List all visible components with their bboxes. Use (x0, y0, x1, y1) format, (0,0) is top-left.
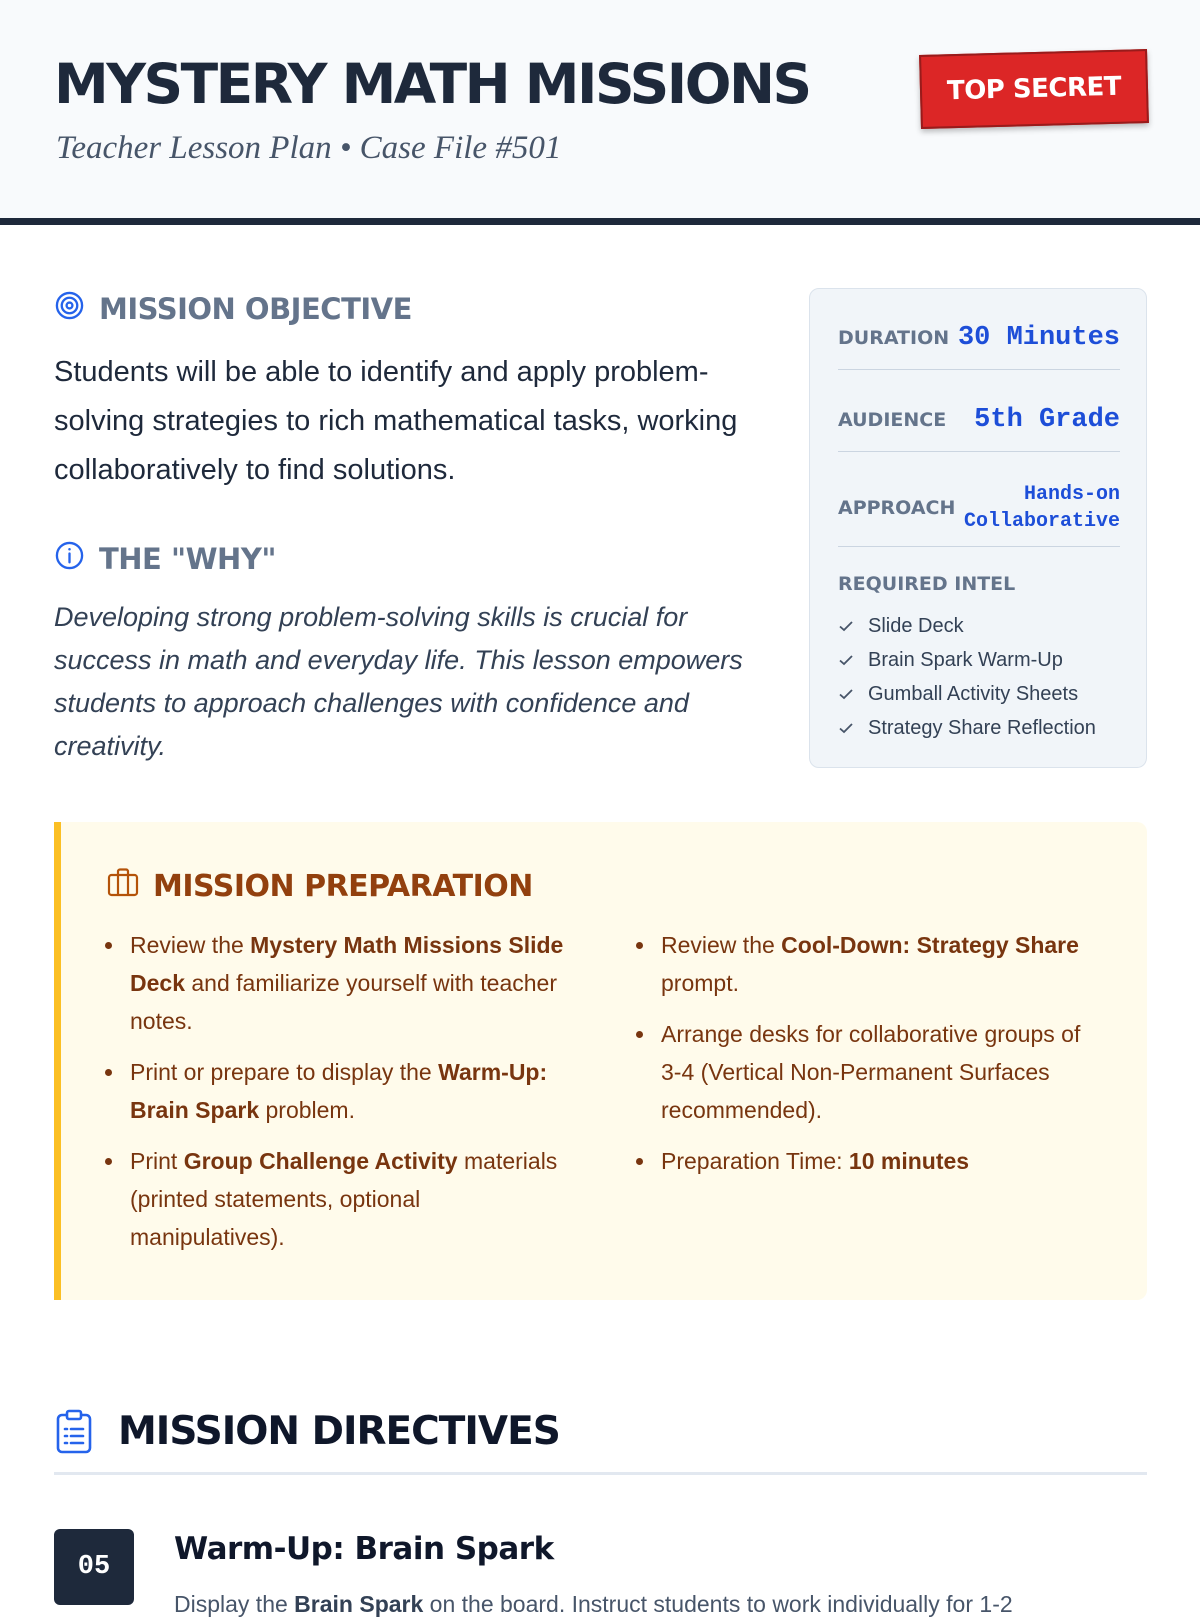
approach-value-line-2: Collaborative (963, 510, 1120, 533)
prep-text: Review the (130, 932, 251, 958)
preparation-heading (107, 867, 533, 905)
step-desc-text: on the board. Instruct students to work individually for 1-2 (423, 1591, 1013, 1617)
step-title: Warm-Up: Brain Spark (174, 1531, 554, 1567)
prep-text: Review the (661, 932, 782, 958)
duration-label: DURATION (838, 326, 950, 349)
header (0, 0, 1200, 225)
prep-bold-text: Group Challenge Activity (183, 1148, 458, 1174)
top-secret-stamp: TOP SECRET (919, 49, 1149, 129)
required-intel-list (838, 609, 1096, 745)
prep-bold-text: 10 minutes (848, 1148, 970, 1174)
step-description (174, 1586, 1094, 1622)
duration-value: 30 Minutes (957, 322, 1120, 353)
prep-text: and familiarize yourself with teacher notes. (130, 970, 557, 1034)
audience-label: AUDIENCE (838, 408, 947, 431)
prep-bold-text: Mystery Math Missions Slide Deck (130, 932, 564, 996)
prep-text: prompt. (661, 970, 739, 996)
required-intel-label: REQUIRED INTEL (838, 573, 1016, 595)
prep-text: Print (130, 1148, 184, 1174)
approach-value-line-1: Hands-on (1023, 483, 1120, 506)
duration-row (838, 306, 1120, 370)
prep-bold-text: Warm-Up: Brain Spark (130, 1059, 548, 1123)
step-number-badge: 05 (54, 1529, 134, 1605)
list-item (634, 926, 1104, 1002)
list-item (103, 1142, 573, 1256)
preparation-left-column (103, 926, 573, 1269)
intel-item-label: Strategy Share Reflection (868, 716, 1096, 739)
objective-text: Students will be able to identify and apply problem-solving strategies to rich mathematical tasks, working collaboratively to find solutions. (54, 356, 738, 486)
list-item (838, 609, 1096, 643)
prep-text: Preparation Time: (661, 1148, 849, 1174)
preparation-right-column (634, 926, 1104, 1193)
audience-value: 5th Grade (974, 404, 1120, 435)
check-icon (838, 618, 854, 634)
approach-row (838, 470, 1120, 547)
prep-text: Print or prepare to display the (130, 1059, 439, 1085)
preparation-heading-label: MISSION PREPARATION (153, 868, 533, 904)
prep-text: problem. (259, 1097, 355, 1123)
page-subtitle: Teacher Lesson Plan • Case File #501 (56, 130, 562, 166)
why-heading-label: THE "WHY" (99, 542, 276, 576)
list-item (103, 926, 573, 1040)
target-icon (54, 290, 85, 328)
list-item (634, 1015, 1104, 1129)
audience-row (838, 388, 1120, 452)
check-icon (838, 652, 854, 668)
intel-item-label: Gumball Activity Sheets (868, 682, 1079, 705)
approach-value (964, 481, 1120, 535)
list-item (838, 643, 1096, 677)
list-item (838, 677, 1096, 711)
prep-bold-text: Cool-Down: Strategy Share (781, 932, 1079, 958)
objective-heading-label: MISSION OBJECTIVE (99, 292, 412, 326)
intel-item-label: Slide Deck (868, 614, 964, 637)
briefcase-icon (107, 867, 139, 905)
intel-item-label: Brain Spark Warm-Up (868, 648, 1063, 671)
step-desc-text: Display the (174, 1591, 295, 1617)
list-item (103, 1053, 573, 1129)
why-heading (54, 540, 276, 578)
prep-text: Arrange desks for collaborative groups of 3-4 (Vertical Non-Permanent Surfaces recommended). (661, 1021, 1081, 1123)
step-desc-bold: Brain Spark (294, 1591, 424, 1617)
approach-label: APPROACH (838, 497, 956, 519)
why-text: Developing strong problem-solving skills is crucial for success in math and everyday life. This lesson empowers students to approach challenges with confidence and creativity. (54, 602, 743, 761)
info-icon (54, 540, 85, 578)
page-title: MYSTERY MATH MISSIONS (54, 52, 810, 116)
mission-preparation-panel (54, 822, 1147, 1300)
list-item (634, 1142, 1104, 1180)
check-icon (838, 720, 854, 736)
clipboard-icon (54, 1409, 94, 1455)
prep-text: materials (printed statements, optional manipulatives). (130, 1148, 558, 1250)
objective-heading (54, 290, 412, 328)
directives-heading-label: MISSION DIRECTIVES (118, 1409, 560, 1454)
check-icon (838, 686, 854, 702)
list-item (838, 711, 1096, 745)
directives-heading (54, 1405, 1147, 1475)
